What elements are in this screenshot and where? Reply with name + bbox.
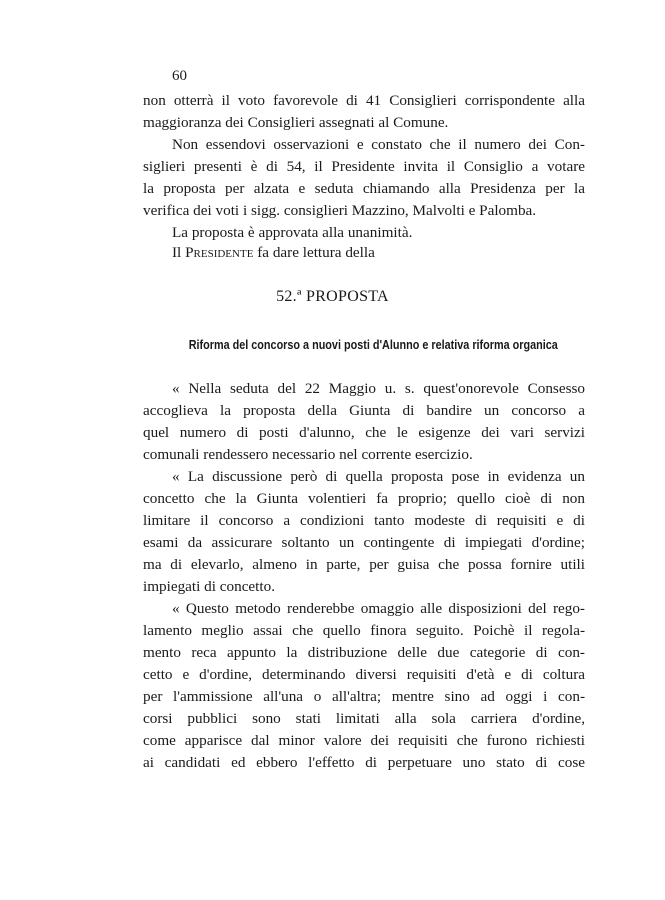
text-line: « Questo metodo renderebbe omaggio alle disposizioni del rego- bbox=[172, 600, 585, 617]
text-line: La proposta è approvata alla unanimità. bbox=[172, 224, 413, 241]
text-line: accoglieva la proposta della Giunta di bandire un concorso a bbox=[143, 402, 585, 419]
text-line: non otterrà il voto favorevole di 41 Consiglieri corrispondente alla bbox=[143, 92, 585, 109]
text-line: limitare il concorso a condizioni tanto modeste di requisiti e di bbox=[143, 512, 585, 529]
presidente-after: fa dare lettura della bbox=[253, 244, 375, 261]
text-line: impiegati di concetto. bbox=[143, 578, 276, 595]
text-line: verifica dei voti i sigg. consiglieri Mazzino, Malvolti e Palomba. bbox=[143, 202, 537, 219]
text-line: ai candidati ed ebbero l'effetto di perpetuare uno stato di cose bbox=[143, 754, 585, 771]
text-line: mento reca appunto la distribuzione delle due categorie di con- bbox=[143, 644, 585, 661]
text-line: corsi pubblici sono stati limitati alla sola carriera d'ordine, bbox=[143, 710, 585, 727]
text-line: la proposta per alzata e seduta chiamando alla Presidenza per la bbox=[143, 180, 585, 197]
text-line: « Nella seduta del 22 Maggio u. s. quest'onorevole Consesso bbox=[172, 380, 585, 397]
text-line: lamento meglio assai che quello finora seguito. Poichè il regola- bbox=[143, 622, 585, 639]
section-subtitle: Riforma del concorso a nuovi posti d'Alunno e relativa riforma organica bbox=[188, 338, 558, 352]
presidente-name: Presidente bbox=[185, 244, 254, 261]
text-line: concetto che la Giunta volentieri fa proprio; quello cioè di non bbox=[143, 490, 585, 507]
text-line: siglieri presenti è di 54, il Presidente invita il Consiglio a votare bbox=[143, 158, 585, 175]
text-line: come apparisce dal minor valore dei requisiti che furono richiesti bbox=[143, 732, 585, 749]
page-number: 60 bbox=[172, 68, 187, 84]
text-line: « La discussione però di quella proposta pose in evidenza un bbox=[172, 468, 585, 485]
text-line: ma di elevarlo, almeno in parte, per guisa che possa fornire utili bbox=[143, 556, 585, 573]
section-title: 52.ª PROPOSTA bbox=[276, 288, 389, 305]
text-line: quel numero di posti d'alunno, che le esigenze dei vari servizi bbox=[143, 424, 585, 441]
text-line: Non essendovi osservazioni e constato che il numero dei Con- bbox=[172, 136, 585, 153]
text-line: comunali rendessero necessario nel corrente esercizio. bbox=[143, 446, 473, 463]
presidente-before: Il bbox=[172, 244, 186, 261]
text-line: per l'ammissione all'una o all'altra; mentre sino ad oggi i con- bbox=[143, 688, 585, 705]
text-line: cetto e d'ordine, determinando diversi requisiti d'età e di coltura bbox=[143, 666, 585, 683]
text-line: maggioranza dei Consiglieri assegnati al Comune. bbox=[143, 114, 449, 131]
presidente-line bbox=[172, 242, 585, 264]
text-line: esami da assicurare soltanto un contingente di impiegati d'ordine; bbox=[143, 534, 585, 551]
